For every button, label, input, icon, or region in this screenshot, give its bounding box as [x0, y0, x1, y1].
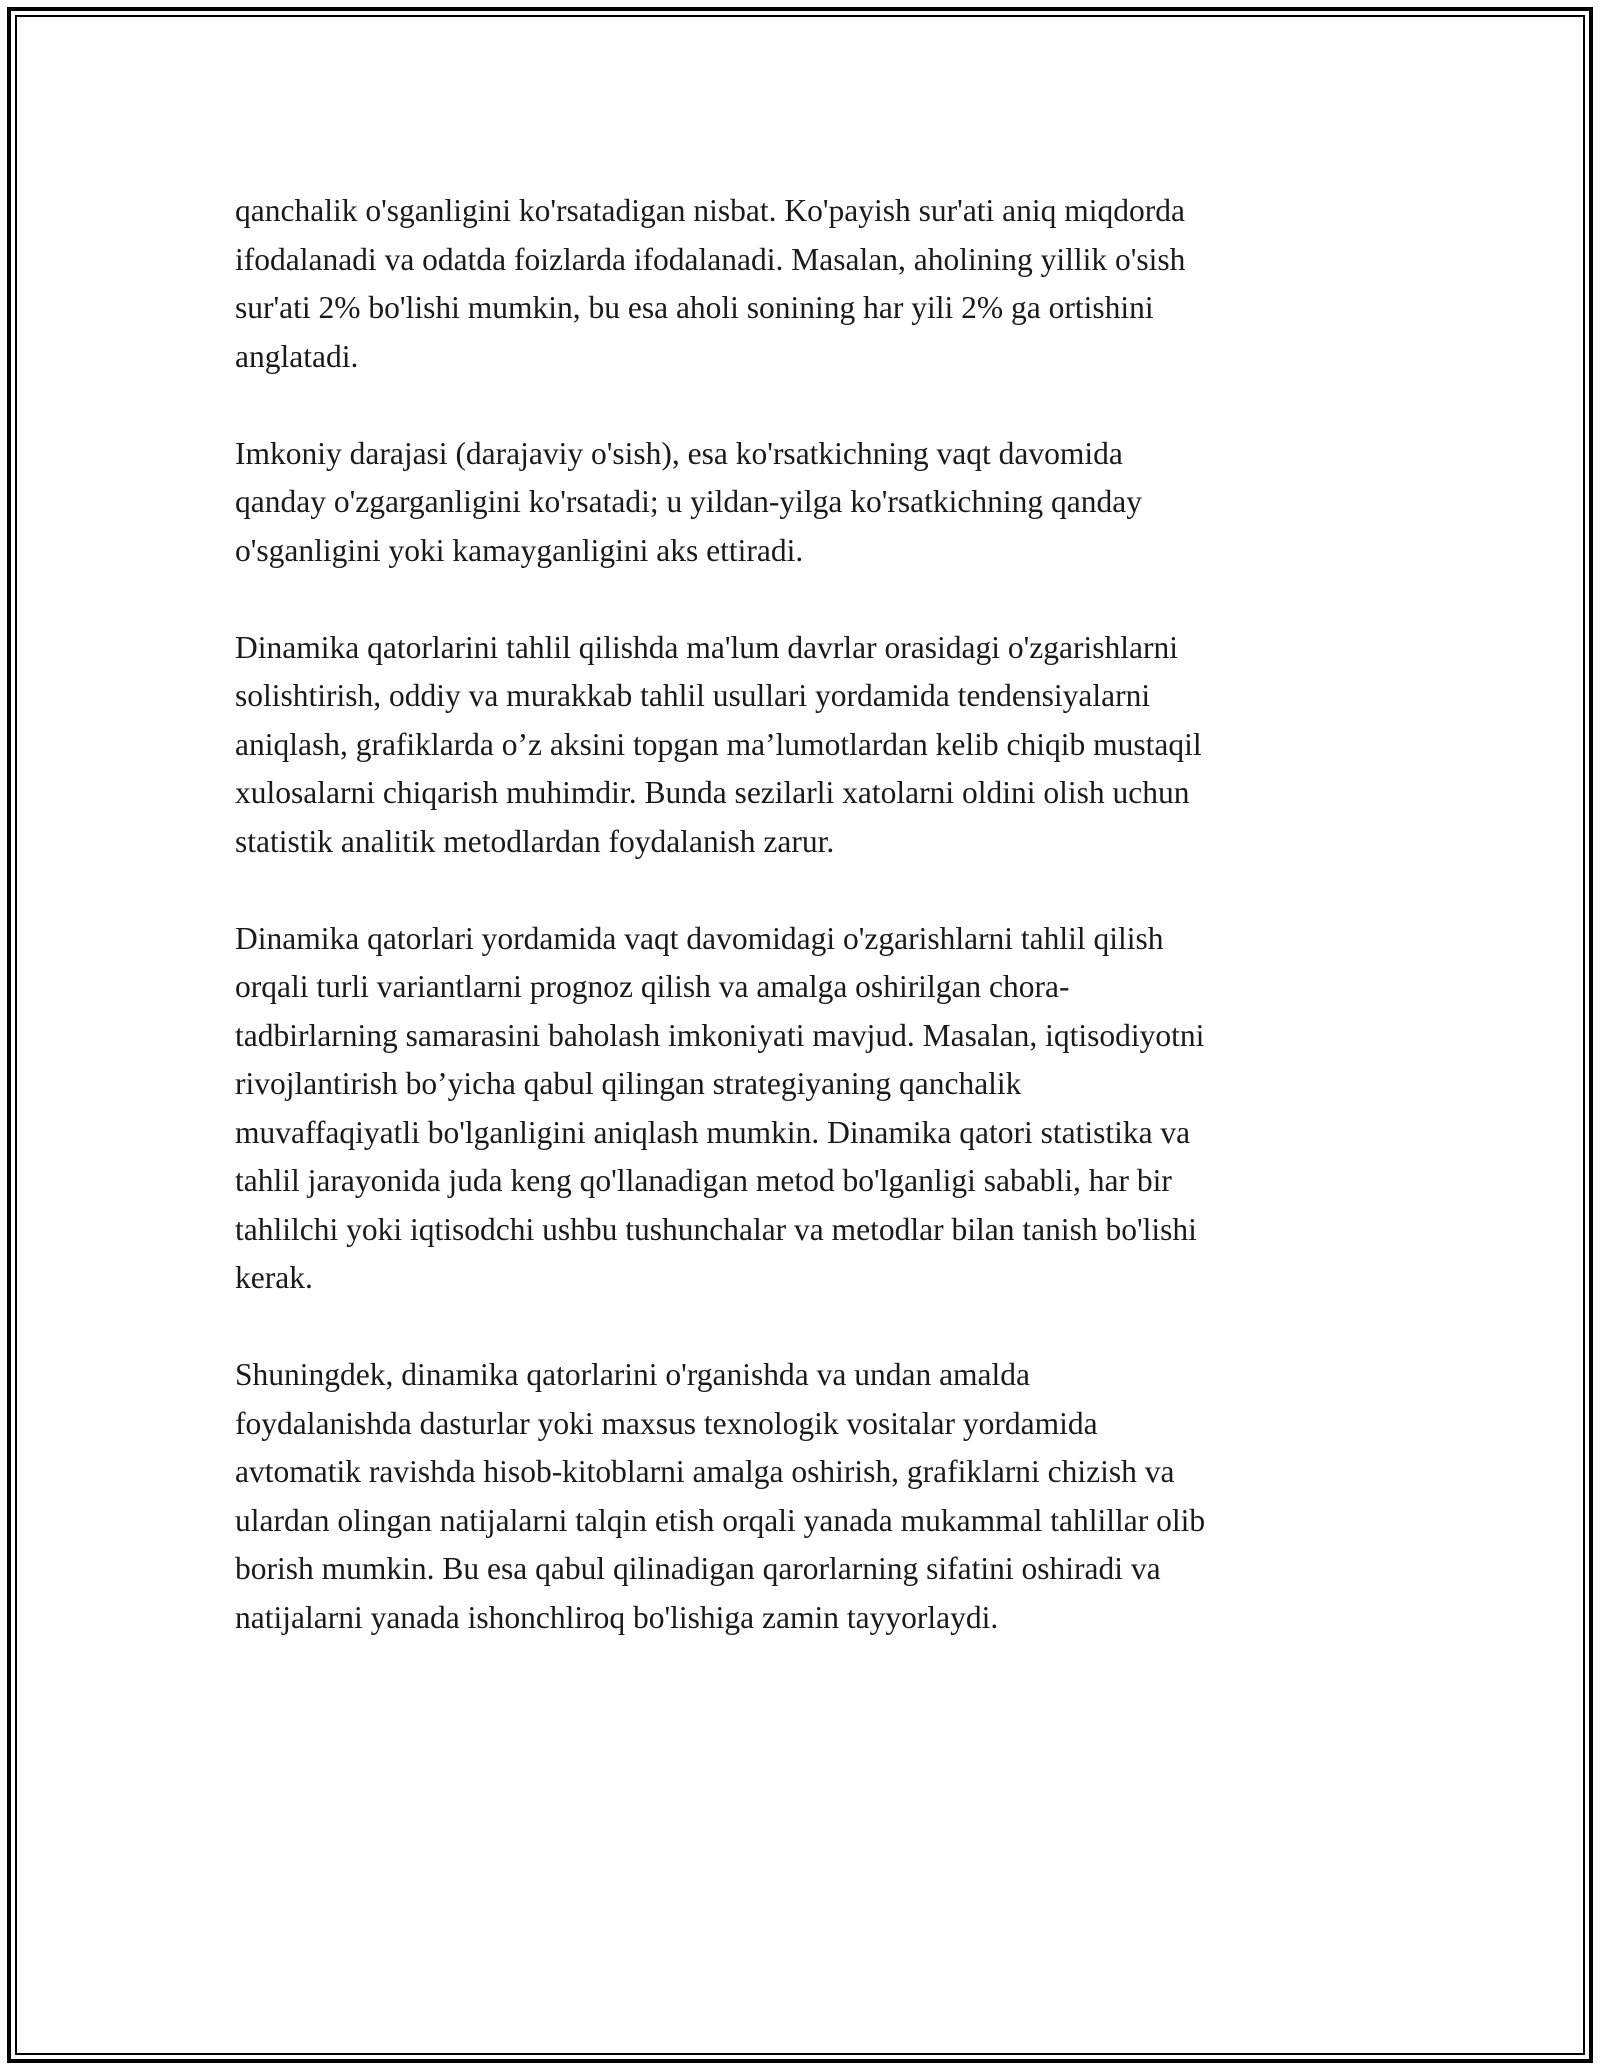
- document-body: [235, 187, 1375, 1642]
- paragraph-analysis: Dinamika qatorlarini tahlil qilishda ma'lum davrlar orasidagi o'zgarishlarni solishtirish, oddiy va murakkab tahlil usullari yordamida tendensiyalarni aniqlash, grafiklarda o’z aksini topgan ma’lumotlardan kelib chiqib mustaqil xulosalarni chiqarish muhimdir. Bunda sezilarli xatolarni oldini olish uchun statistik analitik metodlardan foydalanish zarur.: [235, 629, 1202, 859]
- paragraph-growth-rate: qanchalik o'sganligini ko'rsatadigan nisbat. Ko'payish sur'ati aniq miqdorda ifodalanadi va odatda foizlarda ifodalanadi. Masalan, aholining yillik o'sish sur'ati 2% bo'lishi mumkin, bu esa aholi sonining har yili 2% ga ortishini anglatadi.: [235, 193, 1186, 374]
- paragraph-level-growth: Imkoniy darajasi (darajaviy o'sish), esa ko'rsatkichning vaqt davomida qanday o'zgarganligini ko'rsatadi; u yildan-yilga ko'rsatkichning qanday o'sganligini yoki kamayganligini aks ettiradi.: [235, 435, 1142, 568]
- paragraph-forecasting: Dinamika qatorlari yordamida vaqt davomidagi o'zgarishlarni tahlil qilish orqali turli variantlarni prognoz qilish va amalga oshirilgan chora- tadbirlarning samarasini baholash imkoniyati mavjud. Masalan, iqtisodiyotni rivojlantirish bo’yicha qabul qilingan strategiyaning qanchalik muvaffaqiyatli bo'lganligini aniqlash mumkin. Dinamika qatori statistika va tahlil jarayonida juda keng qo'llanadigan metod bo'lganligi sababli, har bir tahlilchi yoki iqtisodchi ushbu tushunchalar va metodlar bilan tanish bo'lishi kerak.: [235, 920, 1205, 1295]
- paragraph-software-tools: Shuningdek, dinamika qatorlarini o'rganishda va undan amalda foydalanishda dasturlar yoki maxsus texnologik vositalar yordamida avtomatik ravishda hisob-kitoblarni amalga oshirish, grafiklarni chizish va ulardan olingan natijalarni talqin etish orqali yanada mukammal tahlillar olib borish mumkin. Bu esa qabul qilinadigan qarorlarning sifatini oshiradi va natijalarni yanada ishonchliroq bo'lishiga zamin tayyorlaydi.: [235, 1357, 1206, 1635]
